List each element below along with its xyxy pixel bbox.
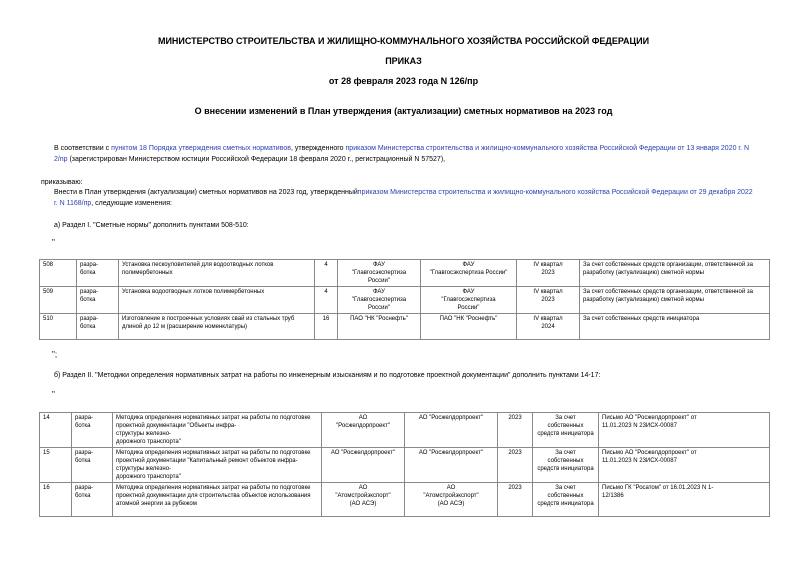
table-cell: разра- ботка <box>72 413 113 448</box>
preamble-text: (зарегистрирован Министерством юстиции Российской Федерации 18 февраля 2020 г., регистрационный N 57527), <box>67 156 446 163</box>
table-cell: АО "Атомстройэкспорт" (АО АСЭ) <box>405 483 498 517</box>
table-cell: 4 <box>315 260 338 287</box>
table-cell: 16 <box>315 314 338 340</box>
quote-open: " <box>52 390 55 399</box>
table-cell: разра- ботка <box>77 287 119 314</box>
table-cell: АО "Росжелдорпроект" <box>405 448 498 483</box>
table-cell: 510 <box>40 314 77 340</box>
preamble-text: В соответствии с <box>54 145 112 152</box>
table-cell: ПАО "НК "Роснефть" <box>338 314 421 340</box>
table-cell: Изготовление в построечных условиях свай из стальных труб длиной до 12 м (расширение номенклатуры) <box>119 314 315 340</box>
table-cell: Письмо АО "Росжелдорпроект" от 11.01.2023 N 23ИСХ-00087 <box>599 413 770 448</box>
order-word: приказываю: <box>41 179 83 186</box>
order-2pr-link[interactable]: приказом Министерства строительства и жилищно-коммунального хозяйства Российской Федерации от 13 января 2020 г. N 2/пр <box>54 145 750 163</box>
table-cell: разра- ботка <box>72 448 113 483</box>
table-cell: IV квартал 2023 <box>517 287 580 314</box>
table-cell: 4 <box>315 287 338 314</box>
table-cell: разра- ботка <box>72 483 113 517</box>
table-section-b <box>39 412 770 517</box>
document-date-number: от 28 февраля 2023 года N 126/пр <box>328 76 479 86</box>
table-cell: 16 <box>40 483 72 517</box>
table-cell: ФАУ "Главгосэкспертиза России" <box>338 287 421 314</box>
table-cell: 508 <box>40 260 77 287</box>
table-cell: За счет собственных средств инициатора <box>580 314 770 340</box>
table-cell: ФАУ "Главгосэкспертиза России" <box>421 260 517 287</box>
table-row <box>40 483 770 517</box>
document-title: О внесении изменений в План утверждения (актуализации) сметных нормативов на 2023 год <box>194 106 613 116</box>
table-row <box>40 287 770 314</box>
quote-open: " <box>52 238 55 247</box>
table-cell: 509 <box>40 287 77 314</box>
table-cell: ФАУ "Главгосэкспертиза России" <box>338 260 421 287</box>
table-cell: АО "Атомстройэкспорт" (АО АСЭ) <box>322 483 405 517</box>
table-cell: АО "Росжелдорпроект" <box>405 413 498 448</box>
table-cell: За счет собственных средств организации, ответственной за разработку (актуализацию) сметной нормы <box>580 287 770 314</box>
table-cell: 2023 <box>498 413 533 448</box>
table-cell: За счет собственных средств организации, ответственной за разработку (актуализацию) сметной нормы <box>580 260 770 287</box>
amend-text: Внести в План утверждения (актуализации) сметных нормативов на 2023 год, утвержденный <box>54 189 358 196</box>
table-cell: Методика определения нормативных затрат на работы по подготовке проектной документации для строительства объектов использования атомной энергии за рубежом <box>113 483 322 517</box>
table-cell: За счет собственных средств инициатора <box>533 413 599 448</box>
amend-text: , следующие изменения: <box>91 200 172 207</box>
table-row <box>40 448 770 483</box>
table-cell: Методика определения нормативных затрат на работы по подготовке проектной документации "Объекты инфра- структуры железно- дорожного транспорта" <box>113 413 322 448</box>
table-cell: 2023 <box>498 483 533 517</box>
table-cell: Установка водоотводных лотков полимербетонных <box>119 287 315 314</box>
table-cell: АО "Росжелдорпроект" <box>322 413 405 448</box>
table-cell: ПАО "НК "Роснефть" <box>421 314 517 340</box>
table-cell: Письмо АО "Росжелдорпроект" от 11.01.2023 N 23ИСХ-00087 <box>599 448 770 483</box>
table-cell: разра- ботка <box>77 260 119 287</box>
table-cell: IV квартал 2023 <box>517 260 580 287</box>
preamble-text: , утвержденного <box>290 145 346 152</box>
table-cell: Письмо ГК "Росатом" от 16.01.2023 N 1- 12/1386 <box>599 483 770 517</box>
table-cell: IV квартал 2024 <box>517 314 580 340</box>
table-row <box>40 413 770 448</box>
amend-paragraph <box>54 187 754 209</box>
table-cell: 2023 <box>498 448 533 483</box>
quote-close: "; <box>52 350 58 359</box>
table-row <box>40 314 770 340</box>
ministry-title: МИНИСТЕРСТВО СТРОИТЕЛЬСТВА И ЖИЛИЩНО-КОММУНАЛЬНОГО ХОЗЯЙСТВА РОССИЙСКОЙ ФЕДЕРАЦИИ <box>157 36 650 46</box>
table-cell: Методика определения нормативных затрат на работы по подготовке проектной документации "Капитальный ремонт объектов инфра- структуры железно- дорожного транспорта" <box>113 448 322 483</box>
table-cell: Установка пескоуловителей для водоотводных лотков полимербетонных <box>119 260 315 287</box>
table-cell: АО "Росжелдорпроект" <box>322 448 405 483</box>
section-a-intro: а) Раздел I. "Сметные нормы" дополнить пунктами 508-510: <box>54 222 249 229</box>
table-cell: 15 <box>40 448 72 483</box>
section-b-intro: б) Раздел II. "Методики определения нормативных затрат на работы по инженерным изысканиям и по подготовке проектной документации" дополнить пунктами 14-17: <box>54 372 601 379</box>
table-row <box>40 260 770 287</box>
procedure-link[interactable]: пунктом 18 Порядка утверждения сметных нормативов <box>111 145 291 152</box>
table-cell: За счет собственных средств инициатора <box>533 483 599 517</box>
table-cell: 14 <box>40 413 72 448</box>
table-cell: За счет собственных средств инициатора <box>533 448 599 483</box>
table-section-a <box>39 259 770 340</box>
table-cell: разра- ботка <box>77 314 119 340</box>
document-type: ПРИКАЗ <box>385 56 422 66</box>
order-1168pr-link[interactable]: приказом Министерства строительства и жилищно-коммунального хозяйства Российской Федерации от 29 декабря 2022 г. N 1168/пр <box>54 189 753 207</box>
preamble-paragraph <box>54 143 756 165</box>
table-cell: ФАУ "Главгосэкспертиза России" <box>421 287 517 314</box>
